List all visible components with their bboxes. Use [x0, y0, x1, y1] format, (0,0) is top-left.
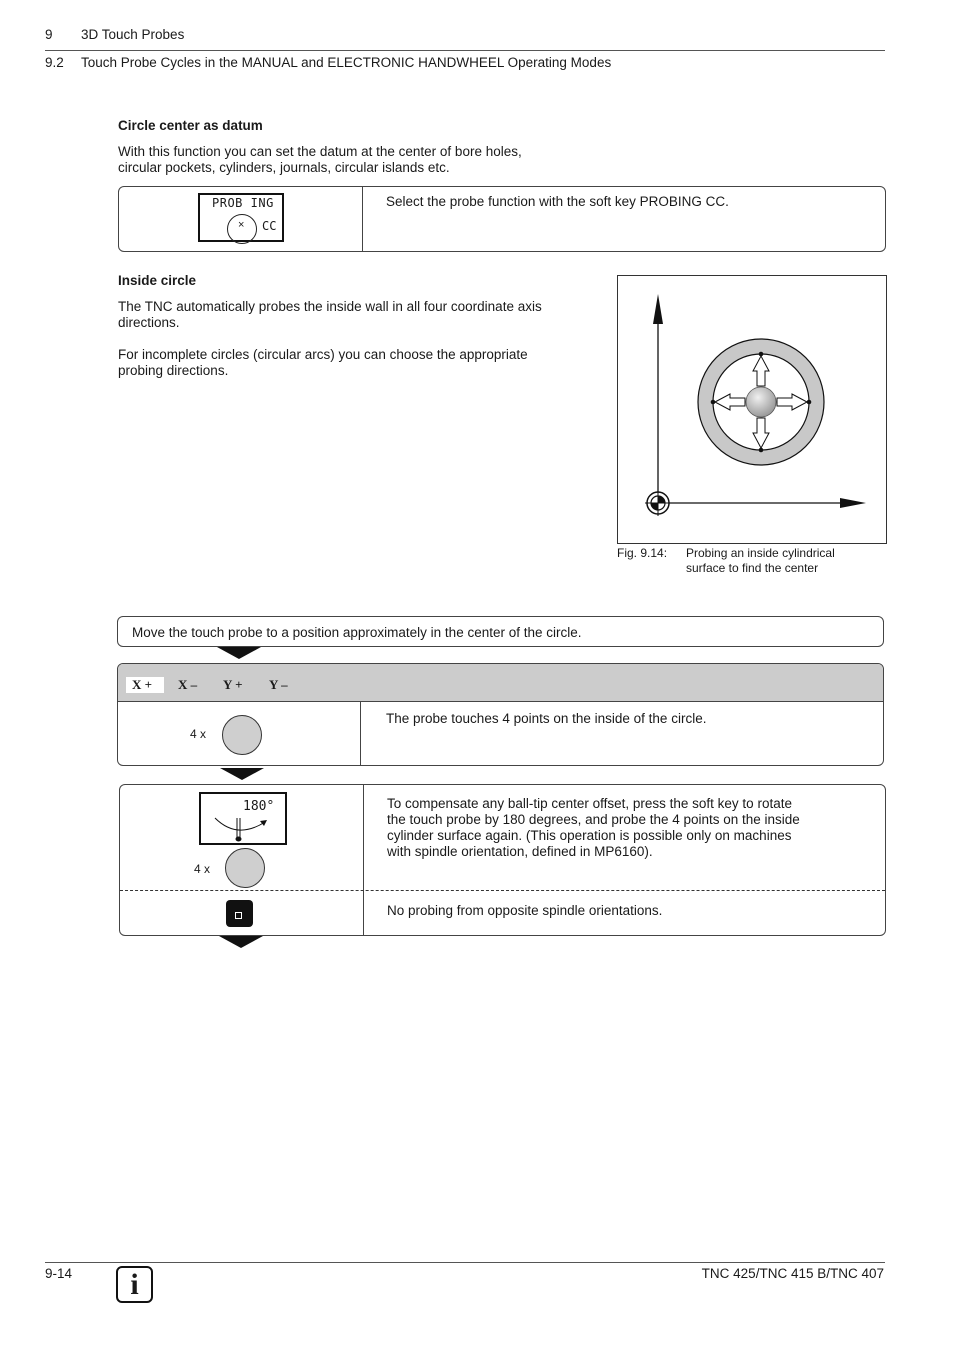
start-key-button[interactable] [225, 848, 265, 888]
row-divider [363, 785, 364, 935]
product-name: TNC 425/TNC 415 B/TNC 407 [701, 1266, 884, 1281]
probing-cc-softkey[interactable] [198, 193, 284, 242]
page-number: 9-14 [45, 1266, 73, 1281]
section-number: 9.2 [45, 55, 64, 70]
softkey-x-plus[interactable]: X + [126, 677, 164, 693]
start-key-button[interactable] [222, 715, 262, 755]
figure-caption-text [686, 546, 835, 576]
figure-inside-circle [617, 275, 887, 544]
inside-circle-heading: Inside circle [118, 273, 197, 288]
no-probing-text: No probing from opposite spindle orientations. [387, 903, 663, 918]
probing-diagram [618, 276, 886, 543]
rotate-arrow-icon [207, 808, 277, 842]
row-divider [360, 701, 361, 766]
compensate-line: To compensate any ball-tip center offset, press the soft key to rotate [387, 796, 792, 811]
softkey-label: PROB ING [212, 196, 274, 210]
intro-line: With this function you can set the datum at the center of bore holes, [118, 144, 522, 159]
dashed-separator [120, 890, 885, 891]
section-title: Touch Probe Cycles in the MANUAL and ELECTRONIC HANDWHEEL Operating Modes [81, 55, 612, 70]
para-line: The TNC automatically probes the inside wall in all four coordinate axis [118, 299, 542, 314]
end-key-button[interactable] [226, 900, 253, 927]
chapter-title: 3D Touch Probes [81, 27, 185, 42]
softkey-cc-label: CC [262, 219, 277, 233]
rotate-180-softkey[interactable] [199, 792, 287, 845]
circle-center-heading: Circle center as datum [118, 118, 263, 133]
compensate-line: the touch probe by 180 degrees, and probe the 4 points on the inside [387, 812, 800, 827]
compensate-line: with spindle orientation, defined in MP6160). [387, 844, 653, 859]
intro-line: circular pockets, cylinders, journals, circular islands etc. [118, 160, 450, 175]
move-probe-box [117, 616, 884, 647]
move-probe-text: Move the touch probe to a position approximately in the center of the circle. [132, 625, 582, 640]
softkey-y-minus[interactable]: Y – [269, 677, 288, 692]
center-cross-icon: × [238, 219, 245, 231]
row-divider [362, 187, 363, 251]
chapter-number: 9 [45, 27, 53, 42]
rotate-box [119, 784, 886, 936]
flow-arrow-icon [219, 936, 263, 948]
count-label: 4 x [190, 727, 207, 741]
probing-cc-row [118, 186, 886, 252]
inside-circle-para2 [118, 347, 528, 379]
info-icon-letter: i [130, 1268, 139, 1301]
softkey-bar [118, 664, 883, 702]
compensate-text [387, 796, 800, 860]
select-text: Select the probe function with the soft key PROBING CC. [386, 194, 729, 209]
softkey-y-plus[interactable]: Y + [223, 677, 243, 692]
stop-square-icon [235, 912, 242, 919]
flow-arrow-icon [220, 768, 264, 780]
figure-label: Fig. 9.14: [617, 546, 668, 560]
footer-rule [45, 1262, 885, 1263]
rotate-label: 180° [243, 799, 275, 814]
header-rule [45, 50, 885, 51]
figure-caption [617, 546, 667, 561]
para-line: directions. [118, 315, 180, 330]
softkey-x-minus[interactable]: X – [178, 677, 198, 692]
caption-line: Probing an inside cylindrical [686, 546, 835, 560]
caption-line: surface to find the center [686, 561, 819, 575]
info-icon [116, 1266, 153, 1303]
touch-text: The probe touches 4 points on the inside of the circle. [386, 711, 707, 726]
touch-points-box [117, 663, 884, 766]
inside-circle-para1 [118, 299, 542, 331]
flow-arrow-icon [217, 647, 261, 659]
para-line: probing directions. [118, 363, 229, 378]
circle-center-intro [118, 144, 522, 176]
para-line: For incomplete circles (circular arcs) you can choose the appropriate [118, 347, 528, 362]
compensate-line: cylinder surface again. (This operation is possible only on machines [387, 828, 792, 843]
rotate-count-label: 4 x [194, 862, 211, 876]
